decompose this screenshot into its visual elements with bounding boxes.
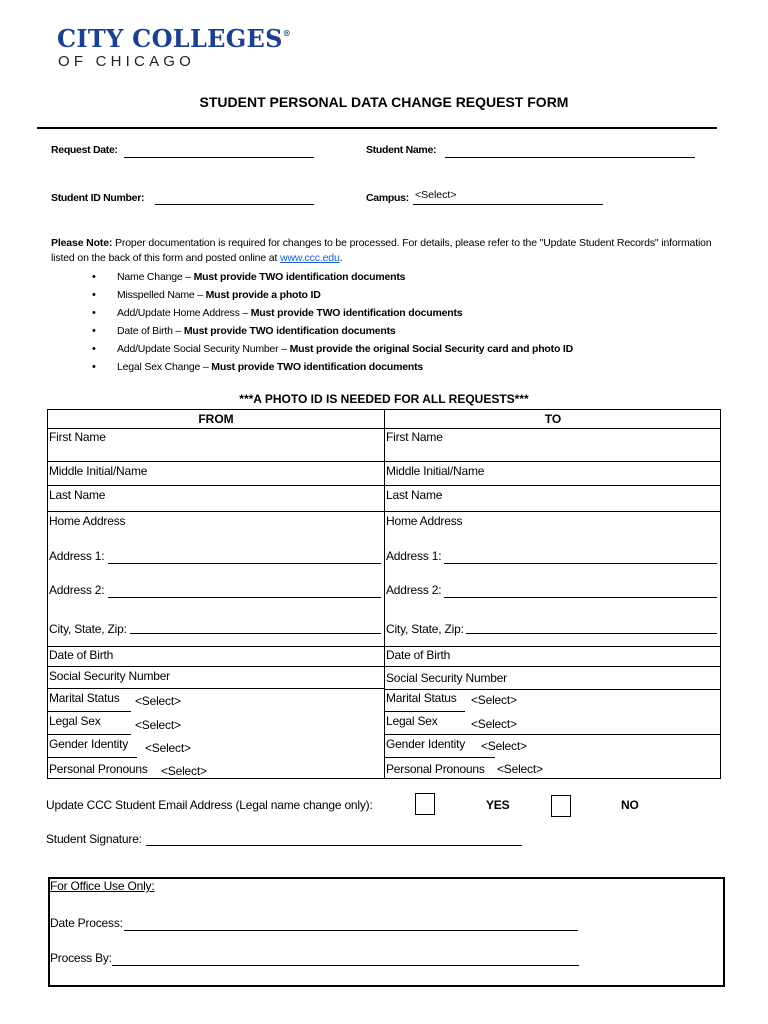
to-city-label: City, State, Zip: — [386, 622, 464, 636]
no-label: NO — [621, 798, 639, 812]
signature-field[interactable] — [146, 845, 522, 846]
from-address1-label: Address 1: — [49, 549, 105, 563]
label-underline — [48, 711, 131, 712]
documentation-note — [51, 236, 721, 266]
note-text: Proper documentation is required for changes to be processed. For details, please refer to the "Update Student Records" information listed on the back of this form and posted online at — [51, 237, 712, 264]
campus-underline — [413, 204, 603, 205]
date-process-label: Date Process: — [50, 916, 123, 930]
label-underline — [48, 757, 137, 758]
student-name-label: Student Name: — [366, 144, 437, 156]
label-underline — [385, 711, 465, 712]
row-line — [47, 461, 721, 462]
from-pronouns-label: Personal Pronouns — [49, 762, 148, 776]
from-middle-name: Middle Initial/Name — [49, 464, 148, 478]
list-item: • Name Change – Must provide TWO identification documents — [92, 268, 573, 286]
logo-subline: OF CHICAGO — [58, 53, 196, 70]
to-middle-name: Middle Initial/Name — [386, 464, 485, 478]
yes-label: YES — [486, 798, 510, 812]
from-city-label: City, State, Zip: — [49, 622, 127, 636]
from-home-address: Home Address — [49, 514, 126, 528]
note-end: . — [339, 252, 343, 264]
from-pronouns-select[interactable]: <Select> — [161, 764, 207, 778]
row-line — [47, 646, 721, 647]
from-ssn: Social Security Number — [49, 669, 170, 683]
to-pronouns-label: Personal Pronouns — [386, 762, 485, 776]
request-date-label: Request Date: — [51, 144, 118, 156]
student-name-field[interactable] — [445, 157, 695, 158]
photo-id-notice: ***A PHOTO ID IS NEEDED FOR ALL REQUESTS*** — [239, 392, 529, 406]
from-first-name: First Name — [49, 430, 106, 444]
from-gender-label: Gender Identity — [49, 737, 129, 751]
from-header: FROM — [198, 412, 234, 426]
list-item: • Add/Update Home Address – Must provide TWO identification documents — [92, 304, 573, 322]
note-label: Please Note: — [51, 237, 113, 249]
title-rule — [37, 127, 717, 129]
student-id-label: Student ID Number: — [51, 192, 145, 204]
row-line — [47, 511, 721, 512]
from-address1-field[interactable] — [108, 563, 381, 564]
to-city-field[interactable] — [466, 633, 717, 634]
to-header: TO — [544, 412, 562, 426]
from-legal-sex-label: Legal Sex — [49, 714, 101, 728]
to-address1-field[interactable] — [444, 563, 717, 564]
signature-label: Student Signature: — [46, 832, 142, 846]
date-process-field[interactable] — [124, 930, 578, 931]
row-line — [384, 666, 721, 667]
yes-checkbox[interactable] — [415, 793, 435, 815]
to-legal-sex-label: Legal Sex — [386, 714, 438, 728]
to-address2-field[interactable] — [444, 597, 717, 598]
to-address2-label: Address 2: — [386, 583, 442, 597]
student-id-field[interactable] — [155, 204, 314, 205]
logo-line1: CITY COLLEGES — [57, 24, 283, 53]
to-marital-select[interactable]: <Select> — [471, 693, 517, 707]
logo-wordmark — [57, 24, 291, 53]
from-dob: Date of Birth — [49, 648, 114, 662]
list-item: • Legal Sex Change – Must provide TWO identification documents — [92, 358, 573, 376]
no-checkbox[interactable] — [551, 795, 571, 817]
to-dob: Date of Birth — [386, 648, 451, 662]
office-use-title: For Office Use Only: — [50, 879, 155, 893]
row-line — [47, 666, 384, 667]
row-line — [47, 485, 721, 486]
from-last-name: Last Name — [49, 488, 106, 502]
to-home-address: Home Address — [386, 514, 463, 528]
request-date-field[interactable] — [124, 157, 314, 158]
form-title: STUDENT PERSONAL DATA CHANGE REQUEST FORM — [199, 94, 569, 110]
campus-label: Campus: — [366, 192, 409, 204]
to-gender-label: Gender Identity — [386, 737, 466, 751]
from-gender-select[interactable]: <Select> — [145, 741, 191, 755]
from-address2-label: Address 2: — [49, 583, 105, 597]
to-ssn: Social Security Number — [386, 671, 507, 685]
requirements-list — [92, 268, 573, 376]
to-gender-select[interactable]: <Select> — [481, 739, 527, 753]
to-address1-label: Address 1: — [386, 549, 442, 563]
row-line — [384, 689, 721, 690]
list-item: • Date of Birth – Must provide TWO identification documents — [92, 322, 573, 340]
from-legal-sex-select[interactable]: <Select> — [135, 718, 181, 732]
from-marital-label: Marital Status — [49, 691, 120, 705]
list-item: • Misspelled Name – Must provide a photo ID — [92, 286, 573, 304]
from-city-field[interactable] — [130, 633, 381, 634]
from-address2-field[interactable] — [108, 597, 381, 598]
process-by-label: Process By: — [50, 951, 112, 965]
table-divider — [384, 409, 385, 779]
to-pronouns-select[interactable]: <Select> — [497, 762, 543, 776]
logo-registered-mark: ® — [282, 28, 292, 38]
row-line — [47, 688, 384, 689]
email-update-label: Update CCC Student Email Address (Legal name change only): — [46, 798, 373, 812]
to-last-name: Last Name — [386, 488, 443, 502]
row-line — [47, 428, 721, 429]
campus-select[interactable]: <Select> — [415, 189, 457, 201]
label-underline — [385, 734, 465, 735]
to-first-name: First Name — [386, 430, 443, 444]
label-underline — [385, 757, 495, 758]
office-use-box — [48, 877, 725, 987]
to-legal-sex-select[interactable]: <Select> — [471, 717, 517, 731]
ccc-link[interactable]: www.ccc.edu — [280, 252, 340, 264]
to-marital-label: Marital Status — [386, 691, 457, 705]
label-underline — [48, 734, 131, 735]
from-marital-select[interactable]: <Select> — [135, 694, 181, 708]
process-by-field[interactable] — [112, 965, 579, 966]
list-item: • Add/Update Social Security Number – Must provide the original Social Security card and photo ID — [92, 340, 573, 358]
